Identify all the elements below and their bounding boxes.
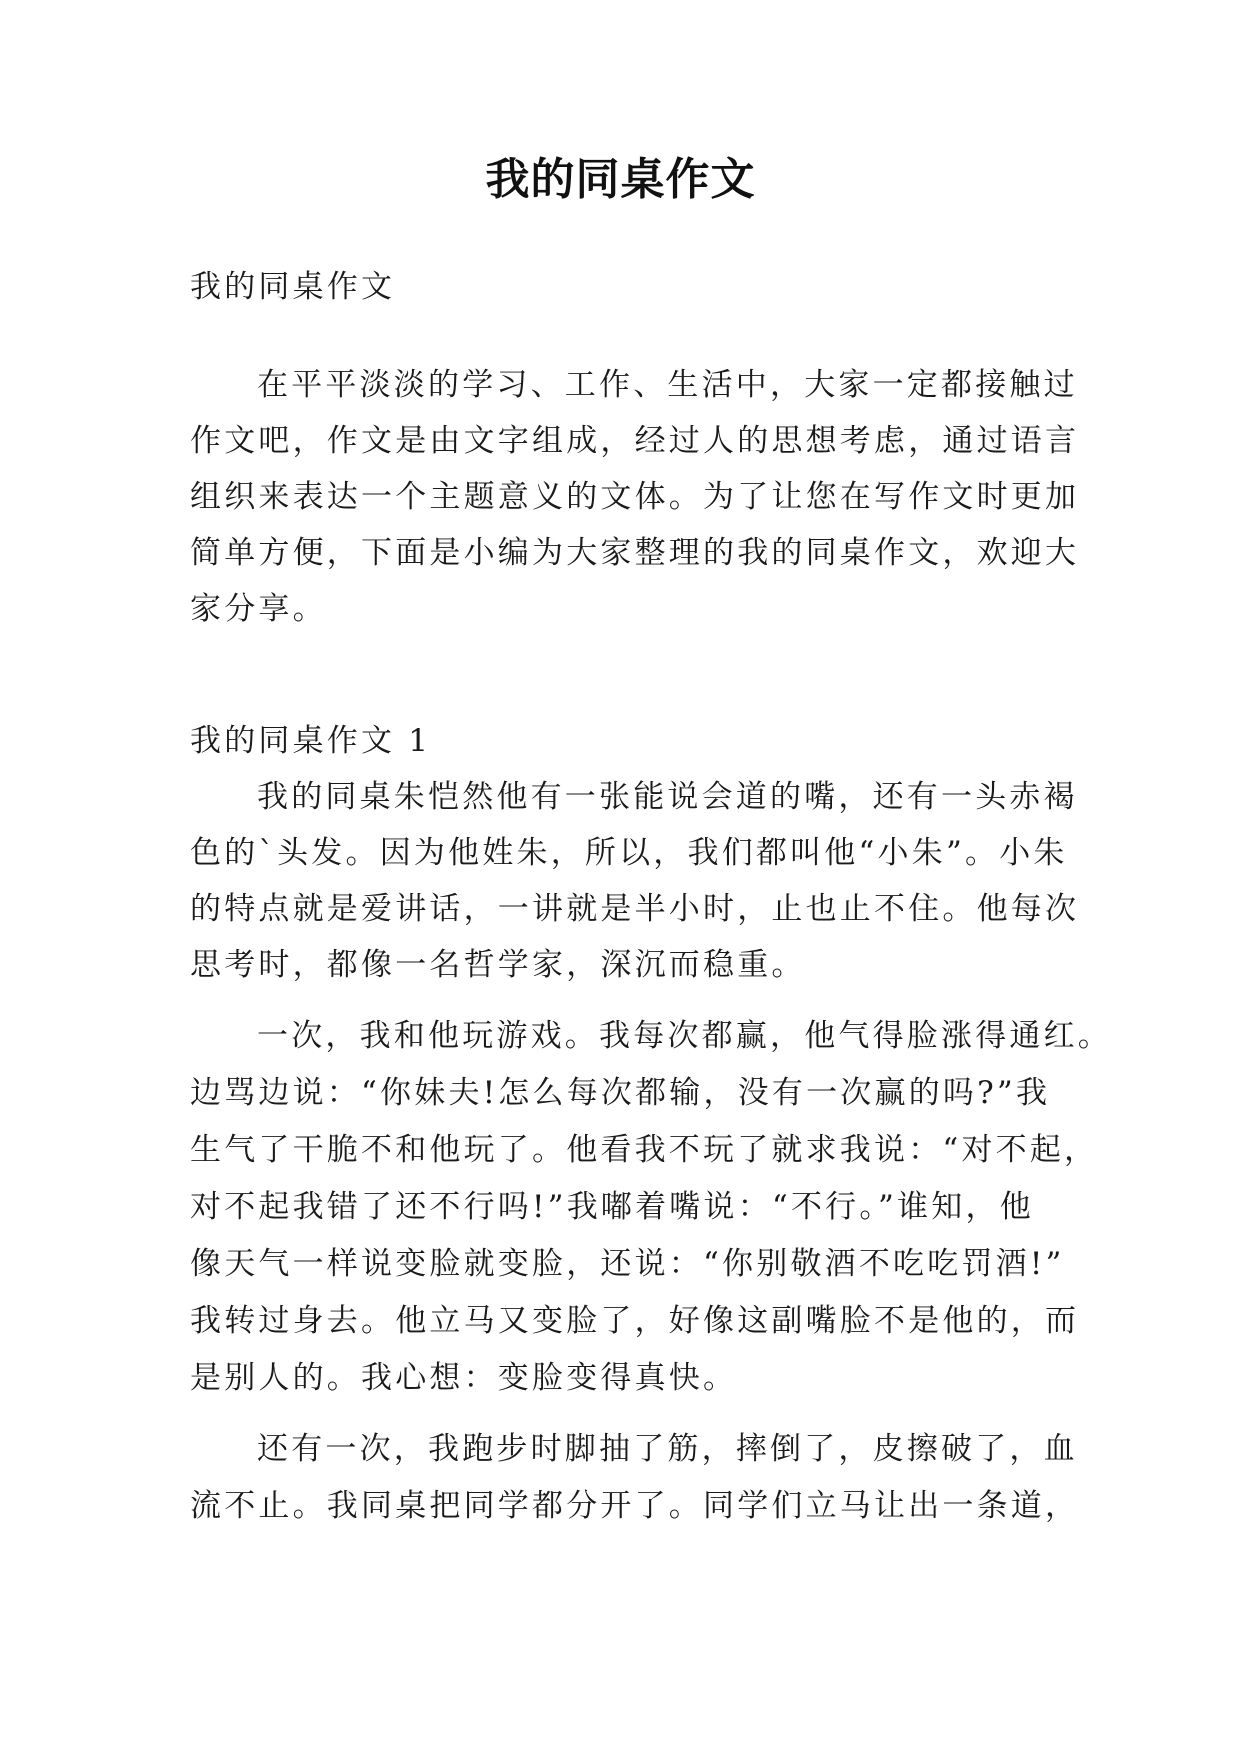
paragraph-line: 对不起我错了还不行吗!”我嘟着嘴说：“不行。”谁知，他 bbox=[190, 1189, 1034, 1225]
paragraph-line: 是别人的。我心想：变脸变得真快。 bbox=[190, 1360, 738, 1396]
paragraph-line: 我转过身去。他立马又变脸了，好像这副嘴脸不是他的，而 bbox=[190, 1303, 1080, 1339]
paragraph-line: 我的同桌朱恺然他有一张能说会道的嘴，还有一头赤褐 bbox=[257, 779, 1078, 815]
paragraph-line: 像天气一样说变脸就变脸，还说：“你别敬酒不吃吃罚酒!” bbox=[190, 1246, 1065, 1282]
paragraph-line: 一次，我和他玩游戏。我每次都赢，他气得脸涨得通红。 bbox=[257, 1018, 1112, 1054]
subtitle: 我的同桌作文 bbox=[190, 269, 396, 305]
paragraph-line: 的特点就是爱讲话，一讲就是半小时，止也止不住。他每次 bbox=[190, 891, 1080, 927]
paragraph-line: 边骂边说：“你妹夫!怎么每次都输，没有一次赢的吗?”我 bbox=[190, 1075, 1051, 1111]
intro-line: 组织来表达一个主题意义的文体。为了让您在写作文时更加 bbox=[190, 479, 1080, 515]
intro-line: 简单方便，下面是小编为大家整理的我的同桌作文，欢迎大 bbox=[190, 535, 1080, 571]
paragraph-line: 生气了干脆不和他玩了。他看我不玩了就求我说：“对不起， bbox=[190, 1132, 1099, 1168]
intro-line: 在平平淡淡的学习、工作、生活中，大家一定都接触过 bbox=[257, 367, 1078, 403]
section-heading: 我的同桌作文 1 bbox=[190, 723, 432, 759]
paragraph-line: 流不止。我同桌把同学都分开了。同学们立马让出一条道， bbox=[190, 1488, 1080, 1524]
document-title: 我的同桌作文 bbox=[485, 154, 756, 205]
intro-line: 家分享。 bbox=[190, 591, 327, 627]
paragraph-line: 色的`头发。因为他姓朱，所以，我们都叫他“小朱”。小朱 bbox=[190, 835, 1068, 871]
paragraph-line: 还有一次，我跑步时脚抽了筋，摔倒了，皮擦破了，血 bbox=[257, 1431, 1078, 1467]
intro-line: 作文吧，作文是由文字组成，经过人的思想考虑，通过语言 bbox=[190, 423, 1080, 459]
paragraph-line: 思考时，都像一名哲学家，深沉而稳重。 bbox=[190, 947, 806, 983]
